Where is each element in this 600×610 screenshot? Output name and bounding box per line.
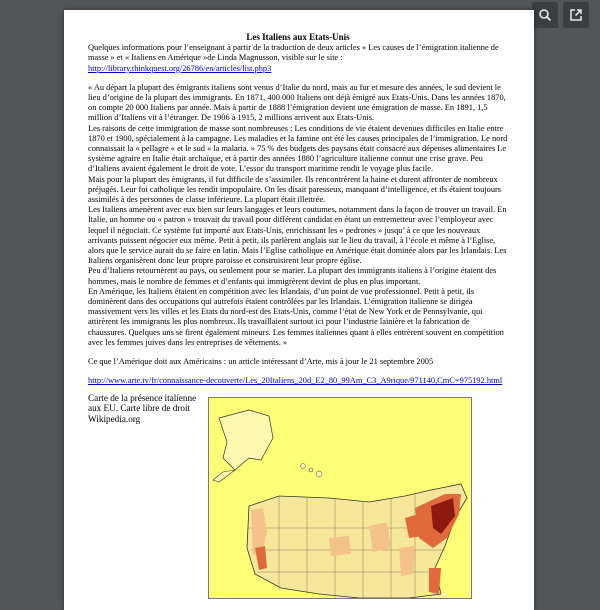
arte-note: Ce que l’Amérique doit aux Américains : un article intéressant d’Arte, mis à jour le 21 septembre 2005 [88,357,434,367]
paragraph-6: En Amérique, les Italiens étaient en compétition avec les Irlandais, d’un point de vue professionnel. Petit à petit, ils dominèrent dans des occupations qui autrefois étaient contrôlées par les Irlandais. L’émigration italienne se dirigea massivement vers les villes et les Etats du nord-est des Etats-Unis, comme l’état de New York et de Pennsylvanie, qui attirèrent les immigrants les plus nombreux. Ils travaillaient surtout ici pour l’industrie lainière et la fabrication de chaussures. Quelques uns se firent également mineurs. Les femmes italiennes quant à elles entrèrent souvent en compétition avec les femmes juives dans les entreprises de vêtements. » [88,286,504,347]
paragraph-4: Les Italiens amenèrent avec eux bien sur leurs langages et leurs coutumes, notamment dans la façon de trouver un travail. En Italie, un homme ou « patron » trouvait du travail pour différent candidat en étant un entremetteur avec l’employeur avec lequel il négociait. Ce système fut importé aux Etats-Unis, enrichissant les « pedrones » jusqu’ à ce que les nouveaux arrivants puissent négocier eux même. Petit à petit, ils parlèrent anglais sur le lieu du travail, à l’école et même à l’Eglise, alors que le service aurait du se faire en latin. Mais l’Eglise catholique en Amérique était dominée alors par les Irlandais. Les Italiens organisèrent donc leur propre paroisse et construisirent leur propre église. [88,205,507,266]
zoom-button[interactable] [532,2,558,28]
us-italian-presence-map [208,397,472,599]
page-title: Les Italiens aux Etats-Unis [246,32,350,42]
map-section [88,393,508,593]
county-map-image [209,398,471,598]
paragraph-2: Les raisons de cette immigration de masse sont nombreuses : Les conditions de vie étaient devenues difficiles en Italie entre 1870 et 1900, spécialement à la campagne. Les maladies et la famine ont été les causes principales de l’immigration. Le nord connaissait la « pellagre « et le sud « la malaria. » 75 % des budgets des paysans était consacré aux dépenses alimentaires Le système agraire en Italie était archaïque, et à partir des années 1880 l’agriculture italienne connut une crise grave. Peu d’Italiens avaient également le droit de vote. L’essor du transport maritime rendit le voyage plus facile. [88,123,508,174]
magnify-icon [538,8,552,22]
arte-link[interactable]: http://www.arte.tv/fr/connaissance-decouverte/Les_20Italiens_20d_E2_80_99Am_C3_A9rique/971140,CmC=975192.html [88,376,503,386]
paragraph-3: Mais pour la plupart des émigrants, il fut difficile de s’assimiler. Ils rencontrèrent la haine et durent affronter de nombreux préjugés. Leur foi catholique les rendit impopulaire. On les disait paresseux, manquant d’intelligence, et ils étaient toujours assimilés à des personnes de classe inférieure. La plupart était illettrée. [88,174,502,205]
external-link-icon [569,8,583,22]
intro-text: Quelques informations pour l’enseignant à partir de la traduction de deux articles « Les causes de l’émigration italienne de masse » et « Italiens en Amérique »de Linda Magnusson, visible sur le site : http://library.thinkquest.org/26786/en/articles/list.php3 [88,43,499,73]
source-link[interactable]: http://library.thinkquest.org/26786/en/articles/list.php3 [88,63,272,73]
map-caption: Carte de la présence italienne aux EU. Carte libre de droit Wikipedia.org [88,392,197,424]
open-external-button[interactable] [563,2,589,28]
paragraph-5: Peu d’Italiens retournèrent au pays, ou seulement pour se marier. La plupart des immigrants italiens à l’origine étaient des hommes, mais le nombre de femmes et d’enfants qui immigrèrent devint de plus en plus important. [88,266,497,286]
document-body [88,32,508,593]
document-page [64,10,534,610]
paragraph-1: « Au départ la plupart des émigrants italiens sont venus d’Italie du nord, mais au fur et mesure des années, le sud devient le lieu d’origine de la plupart des immigrants. En 1871, 400 000 Italiens ont déjà émigré aux Etats-Unis. Dans les années 1870, on compte 20 000 Italiens par année. Mais à partir de 1888 l’émigration devient une émigration de masse. En 1891, 1,5 million d’Italiens vit à l’étranger. De 1906 à 1915, 2 millions arrivent aux Etats-Unis. [88,82,506,123]
